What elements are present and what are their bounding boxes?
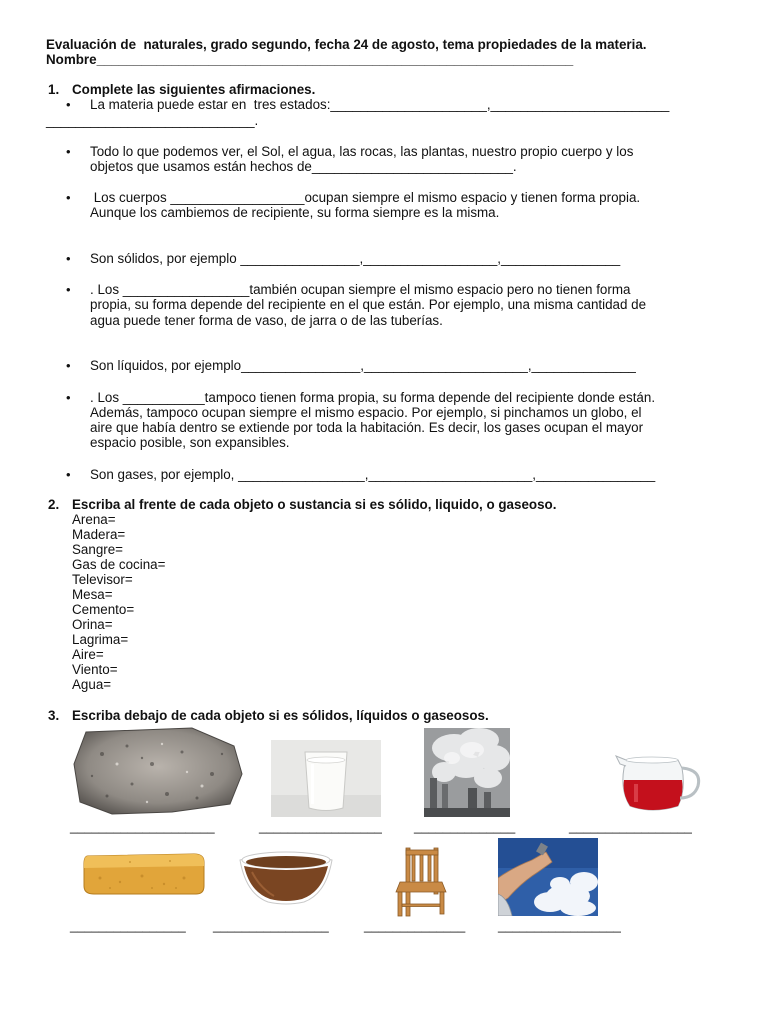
section2-title: Escriba al frente de cada objeto o sustancia si es sólido, liquido, o gaseoso.	[72, 497, 557, 512]
item7-line2: Además, tampoco ocupan siempre el mismo espacio. Por ejemplo, si pinchamos un globo, el	[90, 405, 642, 420]
answer-blank[interactable]: _________________	[498, 918, 621, 933]
section1-number: 1.	[48, 82, 60, 97]
answer-blank[interactable]: ________________	[70, 918, 186, 933]
section1-title: Complete las siguientes afirmaciones.	[72, 82, 316, 97]
name-line: Nombre________________________________________________________________	[46, 52, 574, 67]
answer-blank[interactable]: ______________	[414, 819, 516, 834]
item7-line3: aire que había dentro se extiende por toda la habitación. Es decir, los gases ocupan el mayor	[90, 420, 644, 435]
wooden-chair-image	[394, 846, 452, 918]
bullet-marker: •	[66, 251, 71, 266]
item1-line1: La materia puede estar en tres estados:_____________________,________________________	[90, 97, 670, 112]
section2-number: 2.	[48, 497, 60, 512]
answer-blank[interactable]: _________________	[259, 819, 382, 834]
list-item-arena: Arena=	[72, 512, 116, 527]
bullet-marker: •	[66, 467, 71, 482]
worksheet-title: Evaluación de naturales, grado segundo, fecha 24 de agosto, tema propiedades de la materia.	[46, 37, 647, 52]
list-item-orina: Orina=	[72, 617, 113, 632]
item2-line1: Todo lo que podemos ver, el Sol, el agua, las rocas, las plantas, nuestro propio cuerpo y los	[90, 144, 634, 159]
item4-line1: Son sólidos, por ejemplo ________________,__________________,________________	[90, 251, 621, 266]
list-item-televisor: Televisor=	[72, 572, 133, 587]
item5-line2: propia, su forma depende del recipiente en el que están. Por ejemplo, una misma cantidad de	[90, 297, 647, 312]
bullet-marker: •	[66, 390, 71, 405]
answer-blank[interactable]: ____________________	[70, 819, 215, 834]
item3-line1: Los cuerpos __________________ocupan siempre el mismo espacio y tienen forma propia.	[90, 190, 641, 205]
answer-blank[interactable]: ________________	[213, 918, 329, 933]
red-liquid-pitcher-image	[612, 746, 704, 816]
item2-line2: objetos que usamos están hechos de___________________________.	[90, 159, 517, 174]
answer-blank[interactable]: ______________	[364, 918, 466, 933]
section3-number: 3.	[48, 708, 60, 723]
item3-line2: Aunque los cambiemos de recipiente, su forma siempre es la misma.	[90, 205, 500, 220]
item1-line2: ____________________________.	[46, 113, 259, 128]
milk-glass-image	[271, 740, 381, 817]
bullet-marker: •	[66, 97, 71, 112]
sponge-image	[80, 850, 208, 896]
list-item-agua: Agua=	[72, 677, 112, 692]
chocolate-bowl-image	[238, 848, 334, 906]
bullet-marker: •	[66, 282, 71, 297]
item7-line4: espacio posible, son expansibles.	[90, 435, 290, 450]
item5-line3: agua puede tener forma de vaso, de jarra o de las tuberías.	[90, 313, 443, 328]
list-item-lagrima: Lagrima=	[72, 632, 129, 647]
list-item-mesa: Mesa=	[72, 587, 113, 602]
item6-line1: Son líquidos, por ejemplo________________,______________________,______________	[90, 358, 636, 373]
item7-line1: . Los ___________tampoco tienen forma propia, su forma depende del recipiente donde están.	[90, 390, 656, 405]
list-item-sangre: Sangre=	[72, 542, 123, 557]
list-item-aire: Aire=	[72, 647, 104, 662]
list-item-gas: Gas de cocina=	[72, 557, 166, 572]
bullet-marker: •	[66, 358, 71, 373]
rock-image	[72, 724, 244, 816]
list-item-cemento: Cemento=	[72, 602, 135, 617]
answer-blank[interactable]: _________________	[569, 819, 692, 834]
item8-line1: Son gases, por ejemplo, _________________,______________________,________________	[90, 467, 656, 482]
list-item-viento: Viento=	[72, 662, 118, 677]
section3-title: Escriba debajo de cada objeto si es sólidos, líquidos o gaseosos.	[72, 708, 489, 723]
list-item-madera: Madera=	[72, 527, 126, 542]
item5-line1: . Los _________________también ocupan siempre el mismo espacio pero no tienen forma	[90, 282, 631, 297]
spray-can-sky-image	[498, 838, 598, 916]
bullet-marker: •	[66, 144, 71, 159]
factory-smoke-image	[424, 728, 510, 817]
bullet-marker: •	[66, 190, 71, 205]
